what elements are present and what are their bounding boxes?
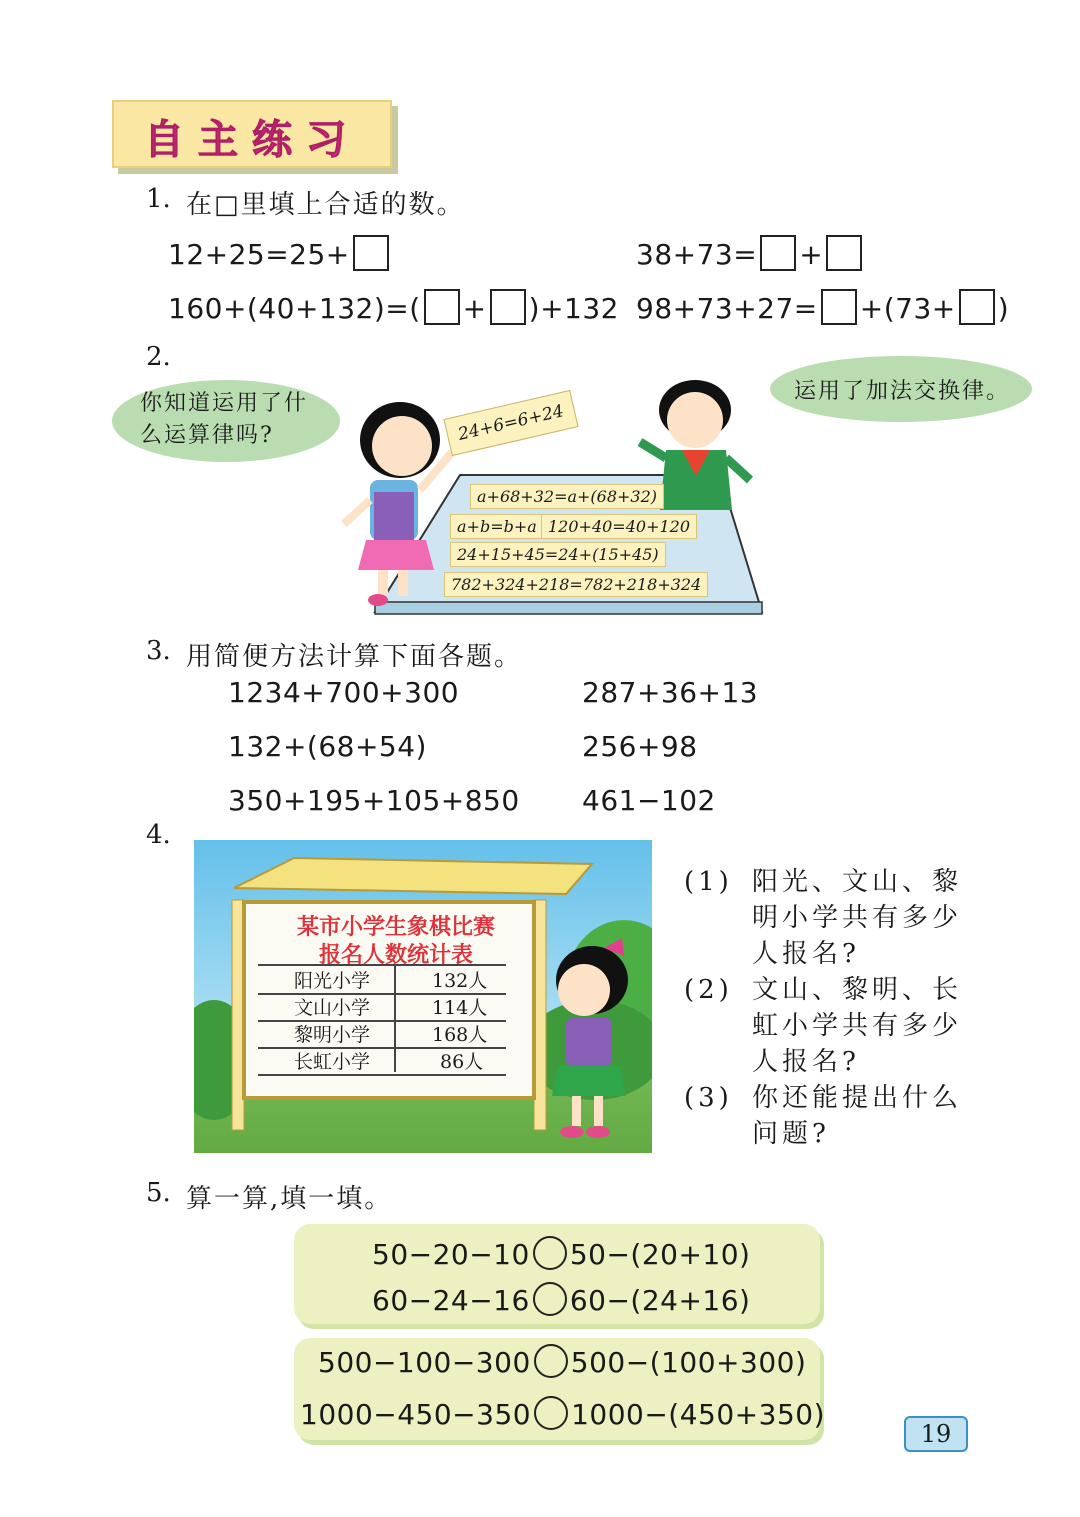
board-table-row bbox=[258, 1047, 506, 1076]
question-4-number: 4. bbox=[146, 820, 171, 850]
q4-sub3-label: (3) bbox=[684, 1083, 733, 1113]
law-card-3: 120+40=40+120 bbox=[541, 514, 697, 539]
q4-sub2-line: 虹小学共有多少 bbox=[752, 1011, 963, 1041]
q4-sub1-label: (1) bbox=[684, 867, 733, 897]
question-5-number: 5. bbox=[146, 1178, 171, 1208]
school-name: 阳光小学 bbox=[294, 970, 371, 992]
speech-bubble-left-text: 你知道运用了什么运算律吗? bbox=[140, 391, 309, 448]
table-edge bbox=[375, 602, 762, 614]
compare-left: 500−100−300 bbox=[318, 1346, 531, 1379]
compare-left: 50−20−10 bbox=[372, 1238, 530, 1271]
answer-box[interactable] bbox=[959, 289, 995, 325]
answer-box[interactable] bbox=[353, 235, 389, 271]
q3-item-6: 461−102 bbox=[582, 784, 716, 817]
section-title: 自主练习 bbox=[144, 117, 360, 163]
question-2-number: 2. bbox=[146, 342, 171, 372]
compare-row-3 bbox=[318, 1346, 806, 1381]
q4-sub3-text bbox=[752, 1080, 962, 1152]
q4-sub1-line: 明小学共有多少 bbox=[752, 903, 963, 933]
law-card-5: 782+324+218=782+218+324 bbox=[444, 572, 708, 597]
board-table-row bbox=[258, 1020, 506, 1049]
compare-right: 60−(24+16) bbox=[569, 1284, 751, 1317]
registrant-count: 132人 bbox=[432, 970, 488, 992]
question-1-number: 1. bbox=[146, 184, 171, 214]
page-number: 19 bbox=[904, 1416, 968, 1452]
q4-sub2-line: 文山、黎明、长 bbox=[752, 975, 963, 1005]
school-name: 文山小学 bbox=[294, 997, 371, 1019]
board-table-row bbox=[258, 966, 506, 995]
q1-eq1-text: 12+25=25+ bbox=[168, 238, 350, 271]
answer-box[interactable] bbox=[826, 235, 862, 271]
compare-row-1 bbox=[372, 1238, 750, 1273]
q3-item-1: 1234+700+300 bbox=[228, 676, 460, 709]
q4-sub1-text bbox=[752, 864, 962, 972]
answer-box[interactable] bbox=[490, 289, 526, 325]
speech-bubble-right-text: 运用了加法交换律。 bbox=[794, 379, 1011, 404]
q4-sub3-line: 你还能提出什么 bbox=[752, 1083, 963, 1113]
q1-equation-1 bbox=[168, 238, 392, 274]
compare-row-4 bbox=[300, 1398, 825, 1433]
registrant-count: 114人 bbox=[432, 997, 488, 1019]
question-1-text: 在□里填上合适的数。 bbox=[186, 190, 465, 220]
q3-item-2: 287+36+13 bbox=[582, 676, 759, 709]
registrant-count: 86人 bbox=[440, 1051, 484, 1073]
q3-item-4: 256+98 bbox=[582, 730, 698, 763]
compare-circle[interactable] bbox=[534, 1396, 568, 1430]
board-title-line1: 某市小学生象棋比赛 bbox=[296, 915, 495, 940]
q1-equation-4 bbox=[636, 292, 1009, 328]
q1-eq4-text: 98+73+27= bbox=[636, 292, 818, 325]
q4-sub1-line: 阳光、文山、黎 bbox=[752, 867, 963, 897]
school-name: 长虹小学 bbox=[294, 1051, 371, 1073]
q1-eq4-tail: ) bbox=[997, 292, 1010, 325]
q4-sub2-text bbox=[752, 972, 962, 1080]
question-5-text: 算一算,填一填。 bbox=[186, 1184, 393, 1214]
q1-equation-3 bbox=[168, 292, 619, 328]
question-3-number: 3. bbox=[146, 636, 171, 666]
answer-box[interactable] bbox=[821, 289, 857, 325]
compare-right: 500−(100+300) bbox=[570, 1346, 807, 1379]
q1-eq3-text: 160+(40+132)=( bbox=[168, 292, 421, 325]
board-table-row bbox=[258, 993, 506, 1022]
compare-circle[interactable] bbox=[533, 1282, 567, 1316]
q1-eq3-plus: + bbox=[462, 292, 487, 325]
q1-equation-2 bbox=[636, 238, 865, 274]
q4-sub3-line: 问题? bbox=[752, 1119, 830, 1149]
answer-box[interactable] bbox=[760, 235, 796, 271]
q3-item-5: 350+195+105+850 bbox=[228, 784, 520, 817]
compare-circle[interactable] bbox=[533, 1236, 567, 1270]
question-3-text: 用简便方法计算下面各题。 bbox=[186, 642, 523, 672]
q4-sub2-line: 人报名? bbox=[752, 1047, 860, 1077]
compare-left: 1000−450−350 bbox=[300, 1398, 532, 1431]
q4-sub2-label: (2) bbox=[684, 975, 733, 1005]
compare-right: 1000−(450+350) bbox=[571, 1398, 825, 1431]
answer-box[interactable] bbox=[424, 289, 460, 325]
compare-right: 50−(20+10) bbox=[569, 1238, 751, 1271]
board-title-line2: 报名人数统计表 bbox=[318, 943, 473, 968]
q1-eq2-plus: + bbox=[799, 238, 824, 271]
registrant-count: 168人 bbox=[432, 1024, 488, 1046]
compare-left: 60−24−16 bbox=[372, 1284, 530, 1317]
section-title-banner bbox=[112, 100, 392, 168]
compare-row-2 bbox=[372, 1284, 750, 1319]
held-sign: 24+6=6+24 bbox=[443, 390, 578, 456]
q1-eq4-mid: +(73+ bbox=[859, 292, 956, 325]
compare-circle[interactable] bbox=[534, 1344, 568, 1378]
law-card-2: a+b=b+a bbox=[450, 514, 544, 539]
law-card-1: a+68+32=a+(68+32) bbox=[470, 484, 664, 509]
q1-eq3-tail: )+132 bbox=[528, 292, 619, 325]
q1-eq2-text: 38+73= bbox=[636, 238, 758, 271]
q4-sub1-line: 人报名? bbox=[752, 939, 860, 969]
law-card-4: 24+15+45=24+(15+45) bbox=[450, 542, 666, 567]
q3-item-3: 132+(68+54) bbox=[228, 730, 427, 763]
school-name: 黎明小学 bbox=[294, 1024, 371, 1046]
